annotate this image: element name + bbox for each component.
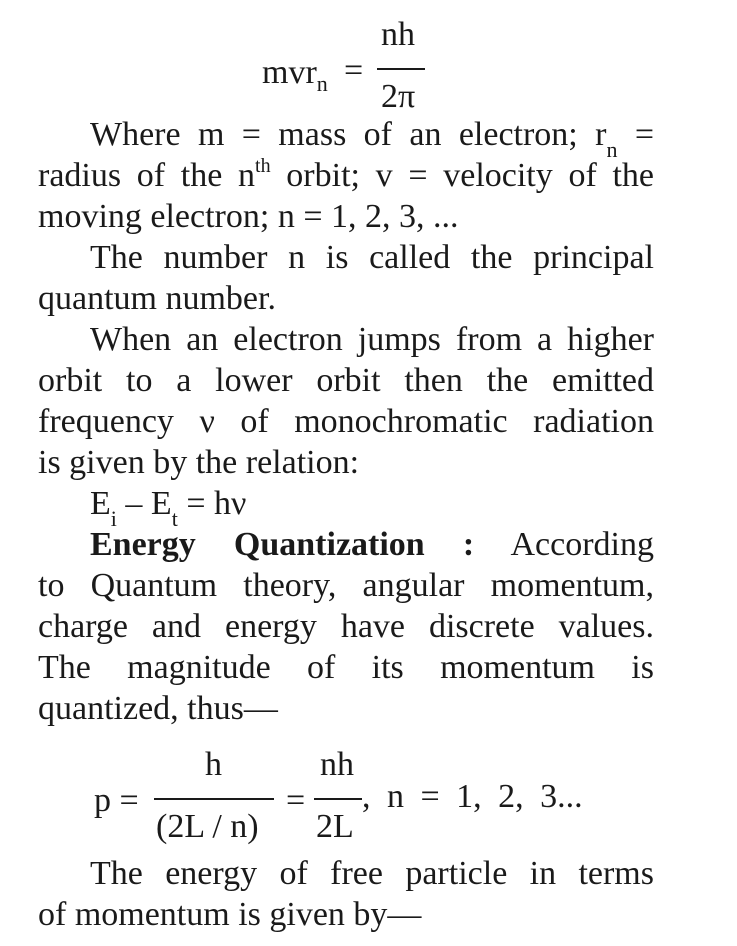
equation-lhs: mvr$_n$ bbox=[262, 54, 328, 96]
fraction-bar bbox=[314, 798, 362, 800]
section-heading: Energy Quantization : bbox=[90, 526, 475, 563]
quantization-line-5: quantized, thus— bbox=[38, 690, 278, 727]
fraction-denominator: 2L bbox=[316, 808, 354, 845]
where-line-2: radius of the $n^{th}$ orbit; v = velocity of the bbox=[38, 155, 655, 194]
quantization-line-2: to Quantum theory, angular momentum, bbox=[38, 567, 654, 604]
quantization-line-1: Energy Quantization : According bbox=[90, 526, 654, 563]
energy-line-2: of momentum is given by— bbox=[38, 896, 422, 933]
fraction-bar bbox=[377, 68, 425, 70]
emission-line-4: is given by the relation: bbox=[38, 444, 360, 481]
emission-line-1: When an electron jumps from a higher bbox=[90, 321, 654, 358]
fraction-denominator: (2L / n) bbox=[156, 808, 259, 845]
emission-line-2: orbit to a lower orbit then the emitted bbox=[38, 362, 654, 399]
principal-line-1: The number n is called the principal bbox=[90, 239, 654, 276]
fraction-bar bbox=[154, 798, 274, 800]
quantization-line-4: The magnitude of its momentum is bbox=[38, 649, 654, 686]
equation-condition: , n = 1, 2, 3... bbox=[362, 778, 583, 815]
equation-energy-difference: $E_i - E_t = h\nu$ bbox=[90, 485, 247, 531]
equation-equals: = bbox=[344, 52, 364, 89]
principal-line-2: quantum number. bbox=[38, 280, 276, 317]
fraction-denominator: 2π bbox=[381, 78, 416, 115]
equation-lhs: p = bbox=[94, 782, 139, 819]
quantization-line-3: charge and energy have discrete values. bbox=[38, 608, 654, 645]
where-line-1: Where m = mass of an electron; $r_n$ = bbox=[90, 116, 654, 162]
energy-line-1: The energy of free particle in terms bbox=[90, 855, 654, 892]
fraction-numerator: nh bbox=[320, 746, 354, 783]
fraction-numerator: nh bbox=[381, 16, 415, 53]
emission-line-3: frequency ν of monochromatic radiation bbox=[38, 403, 654, 440]
equation-equals: = bbox=[286, 782, 306, 819]
fraction-numerator: h bbox=[205, 746, 222, 783]
where-line-3: moving electron; n = 1, 2, 3, ... bbox=[38, 198, 459, 235]
